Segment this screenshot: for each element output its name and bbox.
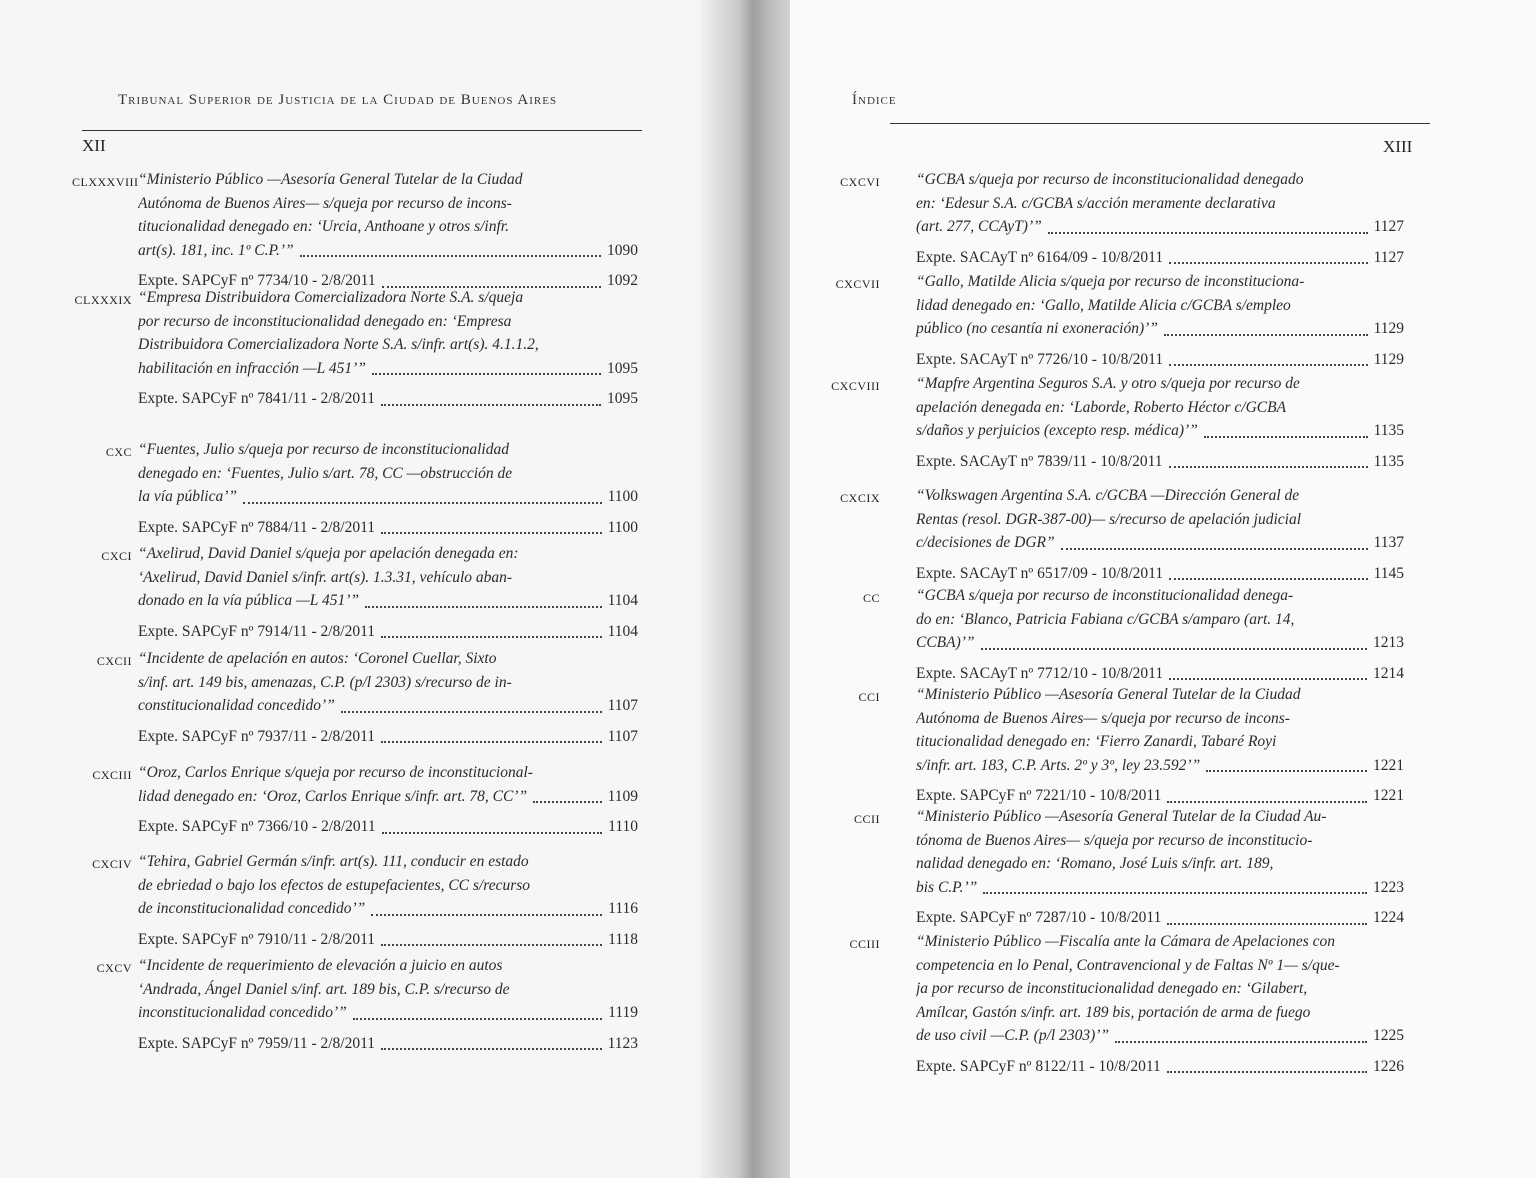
entry-title-line: (art. 277, CCAyT)’” (916, 218, 1042, 235)
header-rule-left (82, 130, 642, 131)
entry-title-line: tónoma de Buenos Aires— s/queja por recurso de inconstitucio- (916, 831, 1313, 849)
dot-leader (341, 711, 602, 713)
index-entry (840, 484, 1404, 585)
entry-title-line: Distribuidora Comercializadora Norte S.A. s/infr. art(s). 4.1.1.2, (138, 336, 539, 353)
entry-page-number: 1135 (1373, 422, 1404, 439)
expte-reference: Expte. SAPCyF nº 7287/10 - 10/8/2011 (916, 909, 1162, 926)
entry-title-line: “Empresa Distribuidora Comercializadora Norte S.A. s/queja (138, 289, 524, 306)
entry-roman-numeral: CLXXXIX (74, 293, 132, 307)
entry-title-line: competencia en lo Penal, Contravencional y de Faltas Nº 1— s/que- (916, 956, 1340, 974)
index-entry (72, 168, 638, 293)
entry-roman-numeral: CC (862, 591, 880, 605)
index-entry (105, 438, 638, 539)
dot-leader (1167, 923, 1367, 925)
expte-line (138, 725, 638, 749)
entry-title-last-line (138, 485, 638, 509)
expte-reference: Expte. SAPCyF nº 8122/11 - 10/8/2011 (916, 1057, 1161, 1075)
entry-title-line: de uso civil —C.P. (p/l 2303)’” (916, 1027, 1110, 1044)
entry-page-number: 1100 (607, 488, 638, 505)
entry-title-line: s/inf. art. 149 bis, amenazas, C.P. (p/l 2303) s/recurso de in- (138, 673, 512, 691)
entry-title-line: ja por recurso de inconstitucionalidad denegado en: ‘Gilabert, (916, 980, 1308, 997)
entry-page-number: 1119 (608, 1004, 638, 1021)
entry-title-line: titucionalidad denegado en: ‘Fierro Zanardi, Tabaré Royi (916, 733, 1277, 750)
entry-title-last-line (916, 631, 1404, 655)
dot-leader (381, 741, 602, 743)
entry-title-last-line (138, 357, 638, 381)
dot-leader (243, 502, 602, 504)
entry-roman-numeral: CXC (105, 445, 132, 459)
entry-title-line: art(s). 181, inc. 1º C.P.’” (138, 241, 294, 259)
expte-page-number: 1107 (607, 727, 638, 745)
entry-title-last-line (138, 694, 638, 718)
entry-title-line: “Incidente de requerimiento de elevación a juicio en autos (138, 957, 503, 974)
expte-reference: Expte. SAPCyF nº 7910/11 - 2/8/2011 (138, 930, 376, 948)
entry-title-line: “Ministerio Público —Asesoría General Tutelar de la Ciudad Au- (916, 808, 1327, 825)
entry-title-line: público (no cesantía ni exoneración)’” (916, 320, 1158, 337)
dot-leader (365, 606, 602, 608)
expte-reference: Expte. SAPCyF nº 7734/10 - 2/8/2011 (138, 272, 376, 289)
entry-title-line: de ebriedad o bajo los efectos de estupefacientes, CC s/recurso (138, 876, 531, 894)
entry-title-line: “Ministerio Público —Asesoría General Tutelar de la Ciudad (916, 686, 1301, 703)
dot-leader (1048, 232, 1368, 234)
entry-title-line: habilitación en infracción —L 451’” (138, 359, 366, 377)
dot-leader (1167, 1071, 1367, 1073)
expte-page-number: 1095 (607, 390, 638, 407)
entry-title-line: Autónoma de Buenos Aires— s/queja por recurso de incons- (916, 709, 1290, 727)
entry-roman-numeral: CXCVI (840, 175, 880, 189)
entry-page-number: 1116 (608, 900, 638, 917)
entry-title-line: por recurso de inconstitucionalidad denegado en: ‘Empresa (138, 312, 512, 330)
entry-roman-numeral: CCIII (849, 937, 880, 951)
entry-title-last-line (138, 589, 638, 613)
entry-title-line: “Axelirud, David Daniel s/queja por apelación denegada en: (138, 545, 519, 562)
expte-page-number: 1092 (607, 272, 638, 289)
page-folio-left: XII (82, 136, 106, 155)
expte-page-number: 1224 (1373, 909, 1404, 926)
entry-page-number: 1109 (607, 787, 638, 805)
expte-line (138, 1032, 638, 1056)
entry-title-line: “GCBA s/queja por recurso de inconstitucionalidad denega- (916, 587, 1294, 604)
expte-line (138, 815, 638, 839)
expte-line (138, 928, 638, 952)
expte-line (916, 784, 1404, 808)
entry-title-line: constitucionalidad concedido’” (138, 697, 335, 714)
entry-page-number: 1213 (1373, 634, 1404, 651)
expte-page-number: 1145 (1373, 564, 1404, 582)
entry-title-line: titucionalidad denegado en: ‘Urcia, Anthoane y otros s/infr. (138, 218, 509, 235)
expte-reference: Expte. SACAyT nº 7712/10 - 10/8/2011 (916, 664, 1164, 682)
dot-leader (1169, 578, 1367, 580)
expte-page-number: 1110 (608, 818, 638, 835)
dot-leader (381, 944, 602, 946)
entry-title-line: Rentas (resol. DGR-387-00)— s/recurso de apelación judicial (916, 510, 1301, 528)
entry-title-last-line (138, 1001, 638, 1025)
index-entry (96, 954, 638, 1055)
expte-reference: Expte. SAPCyF nº 7841/11 - 2/8/2011 (138, 390, 376, 407)
index-entry (835, 270, 1404, 371)
entry-roman-numeral: CLXXXVIII (72, 175, 139, 189)
expte-line (916, 450, 1404, 474)
dot-leader (1167, 801, 1367, 803)
entry-title-line: donado en la vía pública —L 451’” (138, 592, 360, 609)
entry-roman-numeral: CXCI (101, 549, 132, 563)
dot-leader (1206, 770, 1367, 772)
index-entry (101, 542, 638, 643)
entry-title-last-line (138, 239, 638, 263)
entry-page-number: 1095 (607, 359, 638, 377)
dot-leader (533, 801, 601, 803)
entry-title-line: lidad denegado en: ‘Oroz, Carlos Enrique s/infr. art. 78, CC’” (138, 787, 528, 805)
entry-roman-numeral: CXCIII (92, 768, 132, 782)
dot-leader (983, 892, 1367, 894)
entry-title-last-line (916, 754, 1404, 778)
expte-line (138, 516, 638, 540)
expte-line (916, 348, 1404, 372)
index-entry (96, 647, 638, 748)
expte-line (916, 1055, 1404, 1079)
entry-roman-numeral: CXCVIII (831, 379, 880, 393)
dot-leader (981, 648, 1367, 650)
expte-reference: Expte. SAPCyF nº 7914/11 - 2/8/2011 (138, 622, 376, 640)
entry-title-last-line (916, 317, 1404, 341)
entry-title-line: “Ministerio Público —Asesoría General Tutelar de la Ciudad (138, 171, 523, 188)
expte-page-number: 1118 (608, 930, 638, 948)
entry-page-number: 1137 (1373, 534, 1404, 551)
index-entry (74, 286, 638, 411)
expte-page-number: 1100 (607, 518, 638, 536)
entry-title-line: “Tehira, Gabriel Germán s/infr. art(s). 111, conducir en estado (138, 853, 529, 870)
expte-reference: Expte. SAPCyF nº 7959/11 - 2/8/2011 (138, 1034, 376, 1052)
expte-reference: Expte. SACAyT nº 7839/11 - 10/8/2011 (916, 452, 1163, 470)
expte-line (916, 246, 1404, 270)
expte-line (916, 562, 1404, 586)
entry-page-number: 1225 (1373, 1027, 1404, 1044)
entry-title-last-line (138, 897, 638, 921)
entry-title-line: CCBA)’” (916, 634, 975, 651)
entry-title-line: Amílcar, Gastón s/infr. art. 189 bis, portación de arma de fuego (916, 1003, 1311, 1021)
expte-reference: Expte. SACAyT nº 6164/09 - 10/8/2011 (916, 248, 1164, 266)
expte-line (138, 620, 638, 644)
expte-page-number: 1123 (607, 1034, 638, 1052)
entry-title-line: do en: ‘Blanco, Patricia Fabiana c/GCBA s/amparo (art. 14, (916, 610, 1295, 628)
dot-leader (300, 255, 601, 257)
dot-leader (1169, 262, 1367, 264)
entry-title-line: “Mapfre Argentina Seguros S.A. y otro s/queja por recurso de (916, 375, 1300, 392)
entry-title-last-line (916, 1024, 1404, 1048)
dot-leader (1169, 678, 1367, 680)
entry-title-line: “GCBA s/queja por recurso de inconstitucionalidad denegado (916, 171, 1304, 188)
entry-title-line: “Incidente de apelación en autos: ‘Coronel Cuellar, Sixto (138, 650, 497, 667)
entry-title-line: bis C.P.’” (916, 878, 978, 896)
running-header-right: Índice (852, 92, 897, 108)
expte-page-number: 1127 (1373, 248, 1404, 266)
entry-page-number: 1129 (1373, 320, 1404, 337)
expte-reference: Expte. SACAyT nº 7726/10 - 10/8/2011 (916, 350, 1164, 368)
index-entry (849, 930, 1404, 1078)
left-page (0, 0, 740, 1178)
entry-page-number: 1223 (1373, 878, 1404, 896)
expte-line (916, 662, 1404, 686)
entry-title-line: “Fuentes, Julio s/queja por recurso de inconstitucionalidad (138, 441, 509, 458)
entry-title-line: “Ministerio Público —Fiscalía ante la Cámara de Apelaciones con (916, 933, 1336, 950)
entry-roman-numeral: CXCIX (840, 491, 880, 505)
entry-title-line: de inconstitucionalidad concedido’” (138, 900, 366, 917)
entry-title-line: la vía pública’” (138, 488, 238, 505)
entry-roman-numeral: CCII (854, 812, 880, 826)
entry-page-number: 1107 (607, 697, 638, 714)
index-entry (92, 850, 638, 951)
entry-title-line: nalidad denegado en: ‘Romano, José Luis s/infr. art. 189, (916, 855, 1274, 872)
entry-title-last-line (916, 876, 1404, 900)
expte-page-number: 1104 (607, 622, 638, 640)
dot-leader (382, 832, 603, 834)
right-page (790, 0, 1536, 1178)
entry-title-line: s/infr. art. 183, C.P. Arts. 2º y 3º, ley 23.592’” (916, 756, 1201, 774)
dot-leader (353, 1018, 602, 1020)
entry-title-line: apelación denegada en: ‘Laborde, Roberto Héctor c/GCBA (916, 398, 1287, 416)
index-entry (92, 761, 638, 839)
entry-title-line: en: ‘Edesur S.A. c/GCBA s/acción meramente declarativa (916, 194, 1276, 212)
dot-leader (1204, 436, 1368, 438)
entry-title-line: ‘Andrada, Ángel Daniel s/inf. art. 189 bis, C.P. s/recurso de (138, 980, 510, 998)
entry-title-line: ‘Axelirud, David Daniel s/infr. art(s). 1.3.31, vehículo aban- (138, 568, 513, 586)
entry-page-number: 1127 (1373, 218, 1404, 235)
entry-title-last-line (916, 531, 1404, 555)
entry-title-line: “Volkswagen Argentina S.A. c/GCBA —Dirección General de (916, 487, 1300, 504)
expte-page-number: 1135 (1373, 452, 1404, 470)
dot-leader (381, 1048, 602, 1050)
expte-page-number: 1226 (1373, 1057, 1404, 1075)
expte-reference: Expte. SAPCyF nº 7366/10 - 2/8/2011 (138, 818, 376, 835)
entry-roman-numeral: CCI (858, 690, 880, 704)
dot-leader (1169, 466, 1368, 468)
entry-page-number: 1221 (1373, 756, 1404, 774)
index-entry (858, 683, 1404, 808)
entry-roman-numeral: CXCVII (835, 277, 880, 291)
entry-title-last-line (916, 215, 1404, 239)
dot-leader (381, 404, 601, 406)
entry-title-line: inconstitucionalidad concedido’” (138, 1004, 347, 1021)
entry-title-line: Autónoma de Buenos Aires— s/queja por recurso de incons- (138, 194, 512, 212)
entry-title-line: c/decisiones de DGR” (916, 534, 1055, 551)
expte-reference: Expte. SAPCyF nº 7937/11 - 2/8/2011 (138, 727, 376, 745)
entry-title-line: “Gallo, Matilde Alicia s/queja por recurso de inconstituciona- (916, 273, 1305, 290)
index-entry (831, 372, 1404, 473)
dot-leader (1115, 1041, 1367, 1043)
index-entry (840, 168, 1404, 269)
entry-title-last-line (138, 785, 638, 809)
dot-leader (372, 373, 601, 375)
expte-page-number: 1221 (1373, 787, 1404, 804)
entry-title-line: s/daños y perjuicios (excepto resp. médica)’” (916, 422, 1198, 439)
index-entry (854, 805, 1404, 930)
dot-leader (381, 636, 602, 638)
entry-roman-numeral: CXCV (96, 961, 132, 975)
entry-title-line: lidad denegado en: ‘Gallo, Matilde Alicia c/GCBA s/empleo (916, 296, 1291, 314)
expte-reference: Expte. SACAyT nº 6517/09 - 10/8/2011 (916, 564, 1164, 582)
expte-page-number: 1214 (1373, 664, 1404, 682)
expte-line (916, 906, 1404, 930)
dot-leader (1061, 548, 1368, 550)
header-rule-right (890, 123, 1430, 124)
dot-leader (1169, 364, 1367, 366)
expte-page-number: 1129 (1373, 350, 1404, 368)
entry-title-line: denegado en: ‘Fuentes, Julio s/art. 78, CC —obstrucción de (138, 464, 513, 482)
dot-leader (1164, 334, 1368, 336)
dot-leader (371, 914, 602, 916)
entry-title-last-line (916, 419, 1404, 443)
entry-roman-numeral: CXCIV (92, 857, 132, 871)
entry-page-number: 1104 (607, 592, 638, 609)
expte-line (138, 387, 638, 411)
running-header-left: Tribunal Superior de Justicia de la Ciudad de Buenos Aires (118, 92, 558, 108)
index-entry (862, 584, 1404, 685)
entry-title-line: “Oroz, Carlos Enrique s/queja por recurso de inconstitucional- (138, 764, 533, 781)
entry-page-number: 1090 (607, 241, 638, 259)
page-folio-right: XIII (1383, 137, 1413, 156)
dot-leader (381, 532, 602, 534)
expte-reference: Expte. SAPCyF nº 7884/11 - 2/8/2011 (138, 518, 376, 536)
entry-roman-numeral: CXCII (96, 654, 132, 668)
expte-reference: Expte. SAPCyF nº 7221/10 - 10/8/2011 (916, 787, 1162, 804)
